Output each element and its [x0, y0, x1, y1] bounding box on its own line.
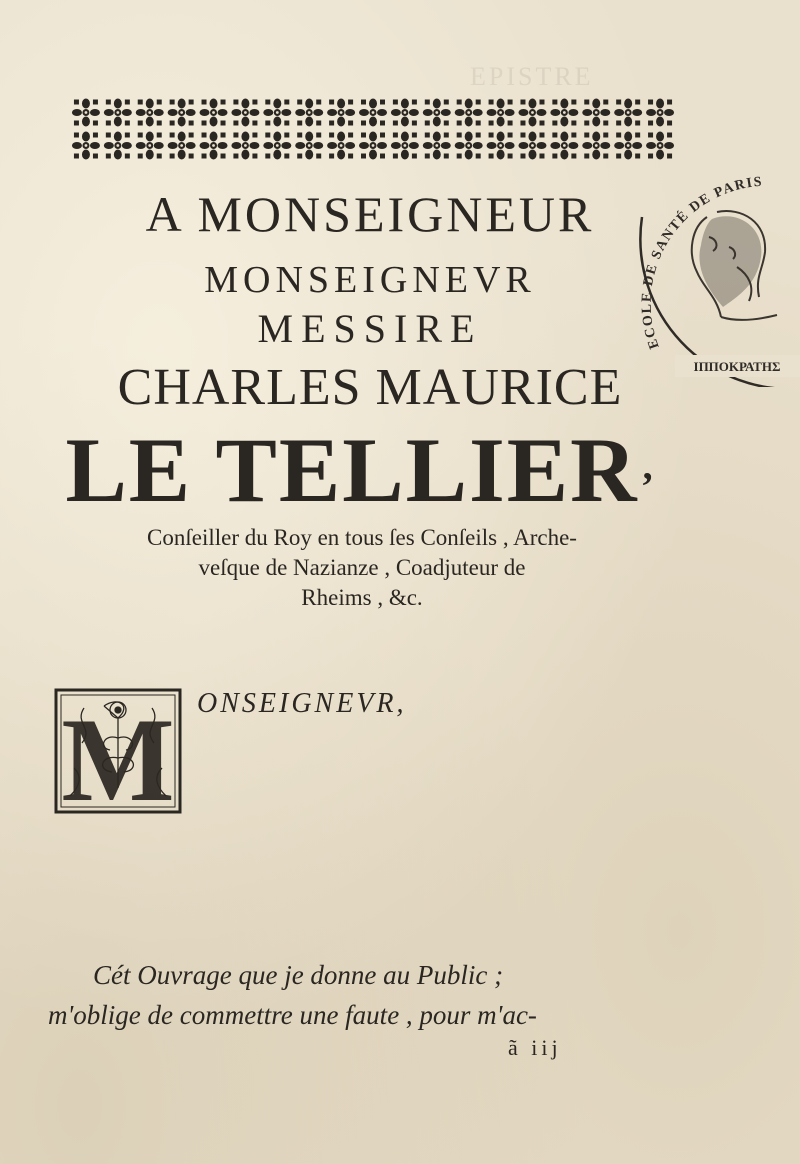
fleuron-ornament	[614, 99, 642, 127]
fleuron-ornament	[646, 132, 674, 160]
honorific-line: MONSEIGNEVR	[204, 259, 536, 301]
fleuron-ornament	[359, 99, 387, 127]
fleuron-ornament	[423, 99, 451, 127]
fleuron-ornament	[263, 132, 291, 160]
signature-mark: ã iij	[508, 1035, 562, 1060]
fleuron-ornament	[104, 99, 132, 127]
titles-line: Rheims , &c.	[301, 585, 423, 610]
given-names-line: CHARLES MAURICE	[117, 359, 623, 416]
title-line: MESSIRE	[257, 306, 483, 351]
fleuron-ornament	[327, 132, 355, 160]
fleuron-ornament	[518, 99, 546, 127]
fleuron-ornament	[518, 132, 546, 160]
fleuron-ornament	[136, 132, 164, 160]
body-paragraph	[48, 955, 658, 1035]
fleuron-ornament	[231, 99, 259, 127]
fleuron-ornament	[263, 99, 291, 127]
surname-line	[40, 420, 680, 521]
surname-comma: ,	[642, 443, 655, 488]
fleuron-ornament	[72, 99, 100, 127]
fleuron-ornament	[582, 99, 610, 127]
fleuron-ornament	[487, 99, 515, 127]
fleuron-ornament	[550, 99, 578, 127]
decorated-initial	[54, 688, 182, 814]
salutation: ONSEIGNEVR,	[197, 688, 407, 719]
dedication-heading: A MONSEIGNEUR	[145, 186, 595, 242]
fleuron-ornament	[327, 99, 355, 127]
bleed-through-text: EPISTRE	[470, 62, 594, 91]
fleuron-ornament	[550, 132, 578, 160]
fleuron-ornament	[423, 132, 451, 160]
fleuron-ornament	[614, 132, 642, 160]
dropcap-letter: M	[61, 693, 175, 814]
fleuron-ornament	[168, 99, 196, 127]
fleuron-ornament	[391, 132, 419, 160]
ornamental-headband	[70, 96, 676, 162]
fleuron-ornament	[582, 132, 610, 160]
fleuron-ornament	[72, 132, 100, 160]
fleuron-ornament	[168, 132, 196, 160]
fleuron-ornament	[487, 132, 515, 160]
titles-line: Conſeiller du Roy en tous ſes Conſeils , Arche-	[147, 525, 577, 550]
fleuron-ornament	[455, 99, 483, 127]
titles-line: veſque de Nazianze , Coadjuteur de	[198, 555, 526, 580]
fleuron-ornament	[200, 132, 228, 160]
fleuron-ornament	[646, 99, 674, 127]
stamp-text-upper: ECOLE DE SANTÉ DE PARIS	[639, 174, 764, 351]
fleuron-ornament	[136, 99, 164, 127]
titles-block	[62, 523, 662, 613]
fleuron-ornament	[295, 132, 323, 160]
body-line: Cét Ouvrage que je donne au Public ;	[93, 960, 504, 990]
library-stamp	[637, 157, 800, 387]
fleuron-ornament	[295, 99, 323, 127]
stamp-text-lower: ΙΠΠΟΚΡΑΤΗΣ	[693, 359, 781, 374]
fleuron-ornament	[231, 132, 259, 160]
surname-text: LE TELLIER	[65, 419, 639, 521]
fleuron-ornament	[455, 132, 483, 160]
body-line: m'oblige de commettre une faute , pour m'ac-	[48, 1000, 537, 1030]
fleuron-ornament	[200, 99, 228, 127]
fleuron-ornament	[391, 99, 419, 127]
fleuron-ornament	[104, 132, 132, 160]
fleuron-ornament	[359, 132, 387, 160]
